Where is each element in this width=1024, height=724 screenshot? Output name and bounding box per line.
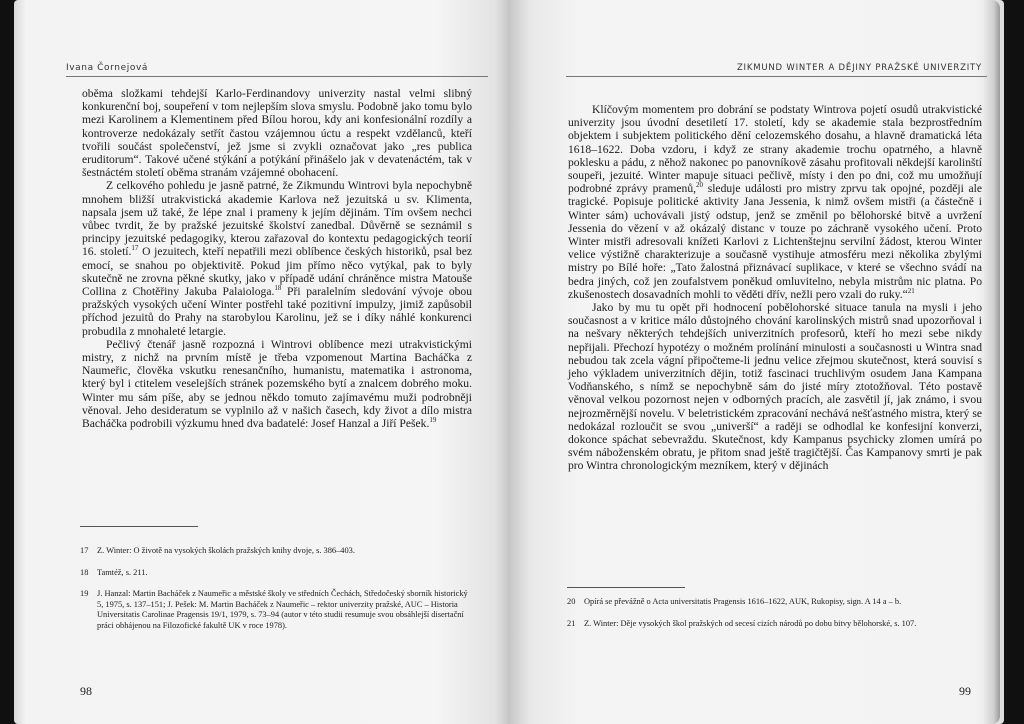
paragraph — [82, 179, 472, 337]
footnote-text: Z. Winter: O životě na vysokých školách pražských knihy dvoje, s. 386–403. — [97, 546, 355, 555]
paragraph-text: Pečlivý čtenář jasně rozpozná i Wintrovi oblíbence mezi utrakvistickými mistry, z nichž na prvním místě je třeba vzpomenout Martina Bacháčka z Naumeřic, člověka vskutku renesančního, humanistu, matematika i astronoma, který byl i ctitelem veselejších stránek pozemského bytí a znalcem dobrého moku. Winter mu sám píše, aby se jednou někdo tomuto zajímavému muži podrobněji věnoval. Jeho desideratum se vyplnilo až v našich časech, kdy život a dílo mistra Bacháčka podrobili výzkumu hned dva badatelé: Josef Hanzal a Jiří Pešek. — [82, 337, 472, 431]
footnote-text: Tamtéž, s. 211. — [97, 567, 148, 577]
right-page — [510, 0, 1004, 724]
footnote-ref: 20 — [696, 181, 704, 190]
footnote — [567, 597, 982, 608]
page-number: 98 — [80, 684, 92, 698]
footnotes — [567, 597, 982, 640]
footnote — [80, 568, 476, 579]
paragraph-text: Při paralelním sledování vývoje obou pražských vysokých učení Winter postřehl také pozitivní impulzy, jimiž zapůsobil příchod jezuitů do Prahy na starobylou Karolinu, jež se i díky náhlé konkurenci probudila z mnohaleté letargie. — [82, 285, 473, 338]
footnote-text: Opírá se převážně o Acta universitatis Pragensis 1616–1622, AUK, Rukopisy, sign. A 14 a – b. — [584, 597, 902, 606]
footnote-number: 21 — [567, 618, 576, 628]
footnote-text: Z. Winter: Děje vysokých škol pražských od secesí cizích národů po dobu bitvy bělohorské, s. 107. — [584, 618, 917, 628]
paragraph-text: O jezuitech, kteří nepatřili mezi oblíbence českých historiků, psal bez emocí, se snahou po objektivitě. Pokud jim přímo něco vytýkal, pak to byly skutečně ne zrovna pěkné skutky, jako v případě udání chráněnce mistra Matouše Collina z Chotěřiny Jakuba Palaiologa. — [82, 245, 472, 299]
header-rule — [566, 76, 987, 77]
footnote-ref: 21 — [907, 286, 915, 295]
footnote — [567, 619, 982, 630]
footnote-rule — [80, 526, 198, 527]
body-text — [568, 103, 982, 473]
footnote-number: 18 — [80, 567, 89, 577]
footnote-text: J. Hanzal: Martin Bacháček z Naumeřic a městské školy ve středních Čechách, Středočeský sborník historický 5, 1975, s. 137–151; J. Pešek: M. Martin Bacháček z Naumeřic – rektor univerzity pražské, AUC – Historia Universitatis Carolinae Pragensis 19/1, 1979, s. 73–94 (autor v této studii resumuje svou obsáhlejší disertační práci obhájenou na Filozofické fakultě UK v roce 1978). — [97, 589, 468, 630]
footnote-number: 19 — [80, 589, 89, 599]
running-head-author: Ivana Čornejová — [66, 63, 148, 73]
footnote-ref: 17 — [131, 244, 139, 253]
footnote-number: 17 — [80, 546, 89, 555]
footnote — [80, 589, 476, 631]
running-head-title: ZIKMUND WINTER A DĚJINY PRAŽSKÉ UNIVERZITY — [736, 63, 982, 73]
body-text — [82, 87, 472, 430]
paragraph-text: sleduje události pro mistry zprvu tak opojné, později ale tragické. Popisuje politické aktivity Jana Jessenia, k nimž ovšem mistři (a částečně i Winter sám) uchovávali jistý odstup, jenž se změnil po bělohorské bitvě a uvržení Jessenia do vězení v až okázalý distanc v touze po záchraně vysokého učení. Proto Winter mistři adresovali knížeti Karlovi z Lichtenštejnu servilní žádost, kterou Winter velice výstižně charakterizuje a současně vystihuje atmosféru mezi několika zbylými mistry po Bílé hoře: „Tato žalostná přiznávací suplikace, v které se všechno svádí na bedra jiných, což jen zoufalstvem poněkud omluvitelno, nebyla mistrům nic platna. Po zkušenostech dosavadních mohli to věděti dřív, nežli pero vzali do ruky.“ — [568, 182, 982, 301]
paragraph-text: Z celkového pohledu je jasně patrné, že Zikmundu Wintrovi byla nepochybně mnohem bližší utrakvistická akademie Karlova než jezuitská u sv. Klimenta, napsala jsem už také, že lépe znal i prameny k jejím dějinám. Tím ovšem nechci vůbec tvrdit, že by pražské jezuitské školství zanedbal. Důvěrně se seznámil s principy jezuitské pedagogiky, kterou zařazoval do kontextu pedagogických teorií 16. století. — [82, 179, 472, 259]
page-edge — [984, 0, 1000, 724]
paragraph: oběma složkami tehdejší Karlo-Ferdinandovy univerzity nastal velmi slibný konkurenční boj, soupeření v tom nejlepším slova smyslu. Podobně jako tomu bylo mezi Karolinem a Klementinem před Bílou horou, kdy ani konfesionální rozdíly a kontroverze nedokázaly setřít častou vzájemnou úctu a respekt vzdělanců, kteří tvořili součást společenství, jež jsme si zvykli označovat jako „res publica eruditorum“. Takové učené stýkání a potýkání přinášelo jak v devatenáctém, tak v šestnáctém století oběma stranám vzájemné obohacení. — [82, 87, 472, 180]
header-rule — [66, 76, 488, 77]
footnote-rule — [567, 587, 685, 588]
footnotes — [80, 546, 476, 643]
paragraph — [82, 338, 472, 430]
footnote-ref: 18 — [274, 284, 282, 293]
page-number: 99 — [959, 684, 971, 698]
footnote-number: 20 — [567, 597, 576, 606]
paragraph — [568, 103, 982, 301]
paragraph: Jako by mu tu opět při hodnocení pobělohorské situace tanula na mysli i jeho současnost a v kritice málo důstojného chování karolinských mistrů snad upozorňoval i na nešvary některých tehdejších univerzitních profesorů, kteří ho mezi sebe nikdy nepřijali. Přechozí hypotézy o možném prolínání minulosti a současnosti u Wintra snad nebudou tak zcela vágní připočteme-li jednu velice zřejmou skutečnost, která souvisí s jeho výkladem univerzitních dějin, totiž fascinaci truchlivým osudem Jana Kampana Vodňanského, s nímž se nepochybně sám do jisté míry ztotožňoval. Této postavě věnoval velkou pozornost nejen v odborných pracích, ale zasvětil jí, jak známo, i svou nejrozměrnější novelu. V beletristickém zpracování nechává nešťastného mistra, který se nedokázal rozloučit se svou „univerší“ a raději se odhodlal ke konfesijní konverzi, dokonce spáchat sebevraždu. Skutečnost, kdy Kampanus psychicky zlomen umírá po svém náboženském obratu, je přitom snad ještě tragičtější. Čas Kampanovy smrti je pak pro Wintra chronologickým mezníkem, který v dějinách — [568, 301, 982, 473]
left-page — [14, 0, 510, 724]
paragraph-text: Klíčovým momentem pro dobrání se podstaty Wintrova pojetí osudů utrakvistické univerzity jsou úvodní desetiletí 17. století, kdy se akademie stala bezprostředním objektem i subjektem politického dění celozemského dosahu, a hlavně dramatická léta 1618–1622. Doba vzdoru, i když ze strany akademie trochu opatrného, a hlavně poklesku a pádu, z něhož nakonec po panovníkově zásahu profitovali někdejší karolinští soupeři, jezuité. Winter mapuje situaci pečlivě, místy i den po dni, což mu umožňují podrobné zprávy pramenů, — [568, 103, 982, 196]
footnote — [80, 546, 476, 557]
footnote-ref: 19 — [429, 416, 437, 425]
